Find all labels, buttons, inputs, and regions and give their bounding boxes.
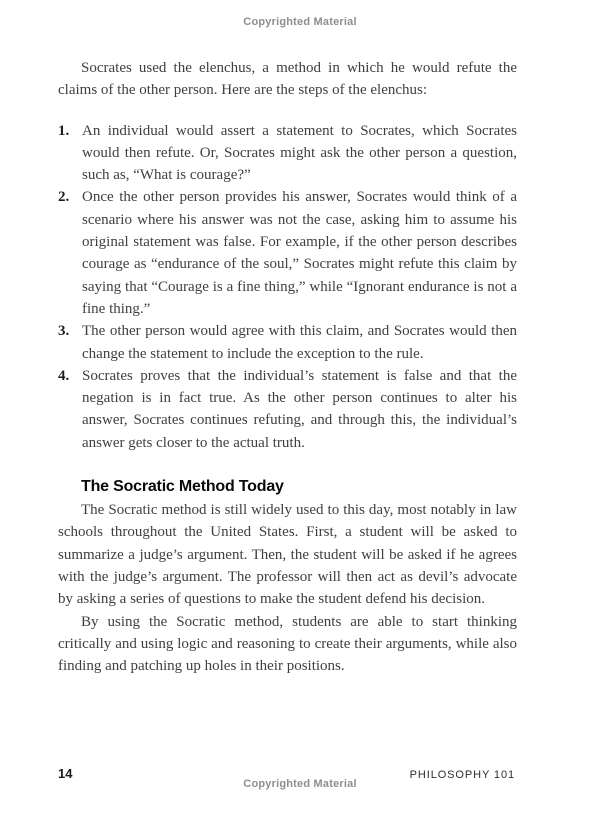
step-text: Socrates proves that the individual’s statement is false and that the negation is in fact true. As the other person continues to alter his answer, Socrates continues refuting, and through this, the individual’s answer gets closer to the actual truth. (82, 367, 517, 451)
step-number: 1. (58, 122, 70, 139)
step-text: An individual would assert a statement to Socrates, which Socrates would then refute. Or, Socrates might ask the other person a question, such as, “What is courage?” (82, 122, 517, 184)
copyright-notice-bottom: Copyrighted Material (243, 778, 357, 790)
copyright-notice-top: Copyrighted Material (243, 16, 357, 28)
step-text: The other person would agree with this claim, and Socrates would then change the statement to include the exception to the rule. (82, 323, 517, 362)
step-number: 4. (58, 367, 70, 384)
running-title: PHILOSOPHY 101 (409, 769, 515, 781)
section-heading: The Socratic Method Today (81, 478, 284, 496)
list-item (58, 120, 517, 187)
steps-list (58, 120, 517, 454)
list-item (58, 365, 517, 454)
intro-paragraph: Socrates used the elenchus, a method in which he would refute the claims of the other person. Here are the steps of the elenchus: (58, 60, 517, 99)
body-paragraph: By using the Socratic method, students are able to start thinking critically and using logic and reasoning to create their arguments, while also finding and patching up holes in their positions. (58, 613, 517, 675)
list-item (58, 320, 517, 365)
step-number: 3. (58, 323, 70, 340)
step-text: Once the other person provides his answer, Socrates would think of a scenario where his answer was not the case, asking him to assume his original statement was false. For example, if the other person describes courage as “endurance of the soul,” Socrates might refute this claim by saying that “Courage is a fine thing,” while “Ignorant endurance is not a fine thing.” (82, 189, 517, 317)
page-number: 14 (58, 766, 73, 781)
list-item (58, 186, 517, 320)
step-number: 2. (58, 189, 70, 206)
page-content (58, 57, 517, 677)
body-paragraph: The Socratic method is still widely used to this day, most notably in law schools throughout the United States. First, a student will be asked to summarize a judge’s argument. Then, the student will be asked if he agrees with the judge’s argument. The professor will then act as devil’s advocate by asking a series of questions to make the student defend his decision. (58, 502, 517, 608)
